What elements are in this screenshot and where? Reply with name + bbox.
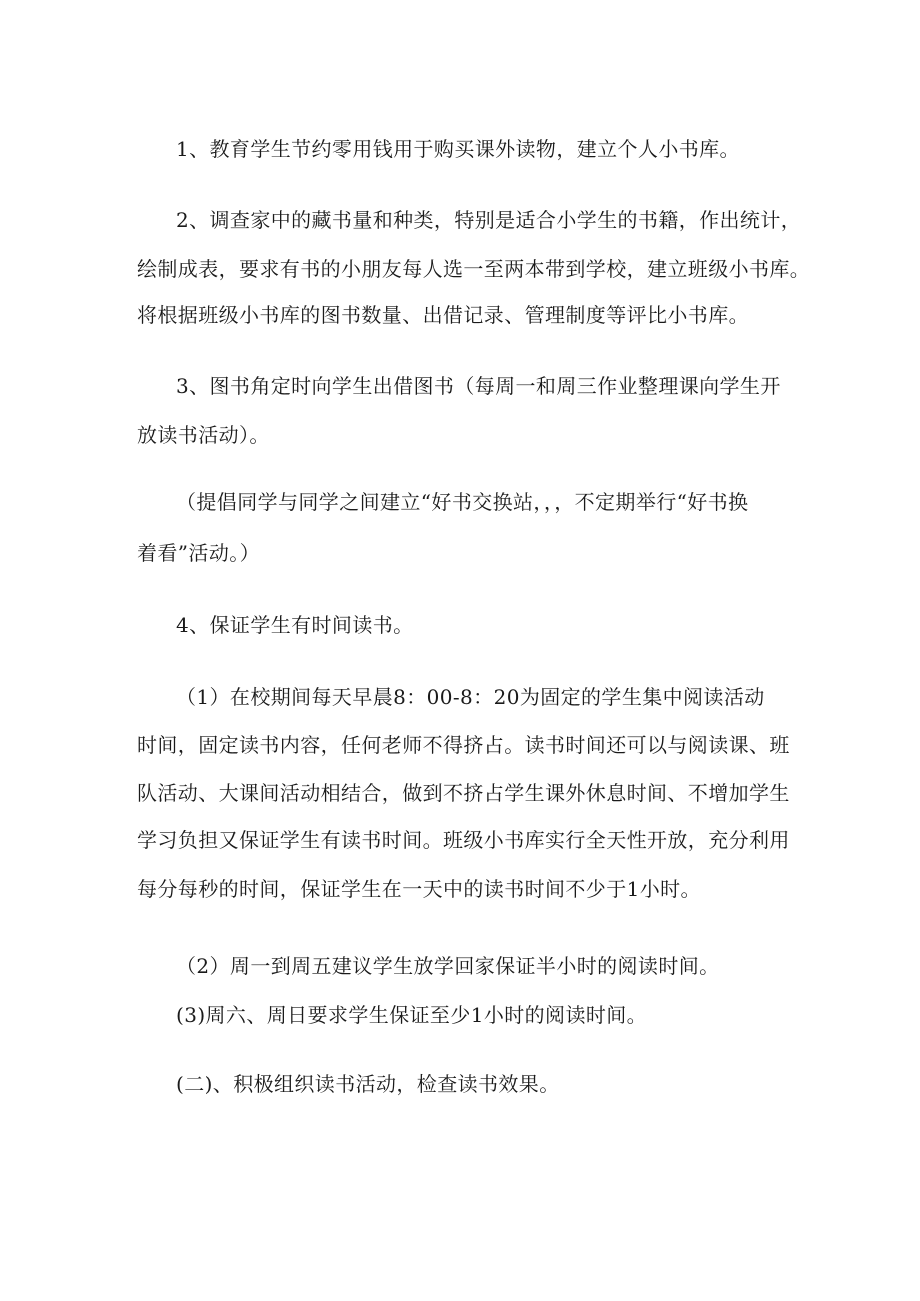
paragraph-3-line-1: 3、图书角定时向学生出借图书（每周一和周三作业整理课向学生开 <box>176 374 781 398</box>
paragraph-7-line-1: （2）周一到周五建议学生放学回家保证半小时的阅读时间。 <box>176 954 720 978</box>
paragraph-2-line-2: 绘制成表，要求有书的小朋友每人选一至两本带到学校，建立班级小书库。 <box>137 257 811 281</box>
paragraph-3-line-2: 放读书活动）。 <box>137 423 270 447</box>
paragraph-6-line-5: 每分每秒的时间，保证学生在一天中的读书时间不少于1小时。 <box>137 877 701 901</box>
paragraph-2-line-1: 2、调查家中的藏书量和种类，特别是适合小学生的书籍，作出统计， <box>176 208 802 232</box>
paragraph-8-line-1: (3)周六、周日要求学生保证至少1小时的阅读时间。 <box>176 1003 648 1027</box>
paragraph-1-line-1: 1、教育学生节约零用钱用于购买课外读物，建立个人小书库。 <box>176 137 740 161</box>
paragraph-5-line-1: 4、保证学生有时间读书。 <box>176 613 414 637</box>
paragraph-2-line-3: 将根据班级小书库的图书数量、出借记录、管理制度等评比小书库。 <box>137 303 749 327</box>
paragraph-4-line-2: 着看”活动。） <box>137 541 261 565</box>
paragraph-6-line-1: （1）在校期间每天早晨8：00-8：20为固定的学生集中阅读活动 <box>176 685 765 709</box>
paragraph-6-line-4: 学习负担又保证学生有读书时间。班级小书库实行全天性开放，充分利用 <box>137 828 790 852</box>
paragraph-6-line-2: 时间，固定读书内容，任何老师不得挤占。读书时间还可以与阅读课、班 <box>137 733 790 757</box>
paragraph-6-line-3: 队活动、大课间活动相结合，做到不挤占学生课外休息时间、不增加学生 <box>137 781 790 805</box>
paragraph-9-line-1: (二)、积极组织读书活动，检查读书效果。 <box>176 1072 560 1096</box>
paragraph-4-line-1: （提倡同学与同学之间建立“好书交换站，，，不定期举行“好书换 <box>176 490 749 514</box>
